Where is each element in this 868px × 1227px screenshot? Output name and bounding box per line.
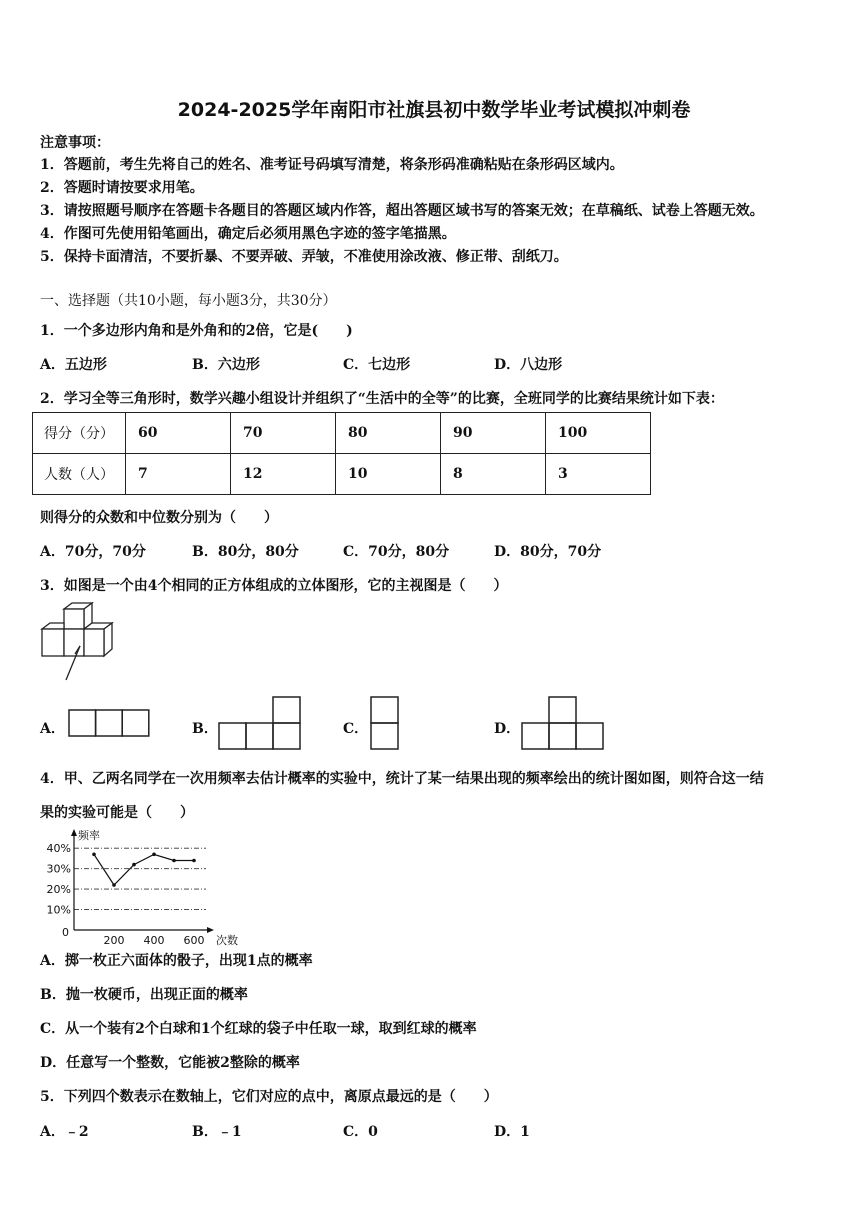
q5-option-d[interactable]: D．1 [494,1124,530,1140]
data-point [172,859,176,863]
origin-label: 0 [62,926,69,939]
q3-option-a[interactable]: A． [40,721,65,737]
q3-option-b-figure [218,696,302,750]
page-title: 2024-2025学年南阳市社旗县初中数学毕业考试模拟冲刺卷 [177,99,691,121]
question-4-stem-cont: 果的实验可能是（ ） [40,805,194,821]
table-row [33,454,651,495]
table-cell: 70 [231,413,336,454]
score-table [32,412,651,495]
y-tick-label: 20% [46,883,71,897]
question-4-stem: 4．甲、乙两名同学在一次用频率去估计概率的实验中，统计了某一结果出现的频率绘出的统计图如图，则符合这一结 [40,771,764,787]
data-point [192,859,196,863]
notice-item: 5．保持卡面清洁，不要折暴、不要弄破、弄皱，不准使用涂改液、修正带、刮纸刀。 [40,249,568,265]
table-cell: 10 [336,454,441,495]
x-tick-label: 400 [143,934,165,947]
table-cell: 8 [441,454,546,495]
question-2-ask: 则得分的众数和中位数分别为（ ） [40,510,278,526]
notice-item: 3．请按照题号顺序在答题卡各题目的答题区域内作答，超出答题区域书写的答案无效；在草稿纸、试卷上答题无效。 [40,203,764,219]
x-tick-label: 600 [183,934,205,947]
table-cell: 90 [441,413,546,454]
notice-item: 4．作图可先使用铅笔画出，确定后必须用黑色字迹的签字笔描黑。 [40,226,456,242]
question-3-stem: 3．如图是一个由4个相同的正方体组成的立体图形，它的主视图是（ ） [40,578,508,594]
q1-option-a[interactable]: A．五边形 [40,357,107,373]
section-heading: 一、选择题（共10小题，每小题3分，共30分） [40,293,337,309]
table-cell: 60 [126,413,231,454]
q3-option-c-figure [370,696,400,750]
table-cell: 100 [546,413,651,454]
frequency-line-chart [34,826,238,947]
table-cell: 3 [546,454,651,495]
table-cell: 80 [336,413,441,454]
q1-option-d[interactable]: D．八边形 [494,357,563,373]
table-cell: 人数（人） [33,454,126,495]
q3-option-a-figure [68,709,150,737]
frequency-series-line [94,854,194,885]
q2-option-c[interactable]: C．70分，80分 [343,544,450,560]
notice-item: 1．答题前，考生先将自己的姓名、准考证号码填写清楚，将条形码准确粘贴在条形码区域内。 [40,157,624,173]
y-tick-label: 40% [46,842,71,856]
data-point [112,883,116,887]
q1-option-c[interactable]: C．七边形 [343,357,411,373]
x-axis-label: 次数 [216,934,238,947]
q2-option-b[interactable]: B．80分，80分 [192,544,299,560]
q4-option-c[interactable]: C．从一个装有2个白球和1个红球的袋子中任取一球，取到红球的概率 [40,1021,477,1037]
table-cell: 12 [231,454,336,495]
q5-option-c[interactable]: C．0 [343,1124,378,1140]
q3-option-d[interactable]: D． [494,721,521,737]
question-2-stem: 2．学习全等三角形时，数学兴趣小组设计并组织了“生活中的全等”的比赛，全班同学的比赛结果统计如下表： [40,391,724,407]
table-row [33,413,651,454]
q5-option-a[interactable]: A．﹣2 [40,1124,89,1140]
data-point [92,853,96,857]
data-point [152,853,156,857]
q4-option-a[interactable]: A．掷一枚正六面体的骰子，出现1点的概率 [40,953,313,969]
q3-option-d-figure [521,696,605,750]
x-tick-label: 200 [103,934,125,947]
q3-option-c[interactable]: C． [343,721,369,737]
notice-item: 2．答题时请按要求用笔。 [40,180,204,196]
q4-option-b[interactable]: B．抛一枚硬币，出现正面的概率 [40,987,248,1003]
q2-option-a[interactable]: A．70分，70分 [40,544,146,560]
q3-option-b[interactable]: B． [192,721,218,737]
question-5-stem: 5．下列四个数表示在数轴上，它们对应的点中，离原点最远的是（ ） [40,1089,498,1105]
y-tick-label: 30% [46,862,71,876]
notice-heading: 注意事项： [40,135,110,151]
q5-option-b[interactable]: B．﹣1 [192,1124,242,1140]
y-tick-label: 10% [46,903,71,917]
data-point [132,863,136,867]
y-axis-label: 频率 [78,829,100,842]
cube-solid-figure [38,602,118,684]
question-1-stem: 1．一个多边形内角和是外角和的2倍，它是( ) [40,323,353,339]
q4-option-d[interactable]: D．任意写一个整数，它能被2整除的概率 [40,1055,300,1071]
q1-option-b[interactable]: B．六边形 [192,357,260,373]
q2-option-d[interactable]: D．80分，70分 [494,544,602,560]
table-cell: 得分（分） [33,413,126,454]
x-axis-arrow [207,927,214,933]
y-axis-arrow [71,829,77,836]
table-cell: 7 [126,454,231,495]
